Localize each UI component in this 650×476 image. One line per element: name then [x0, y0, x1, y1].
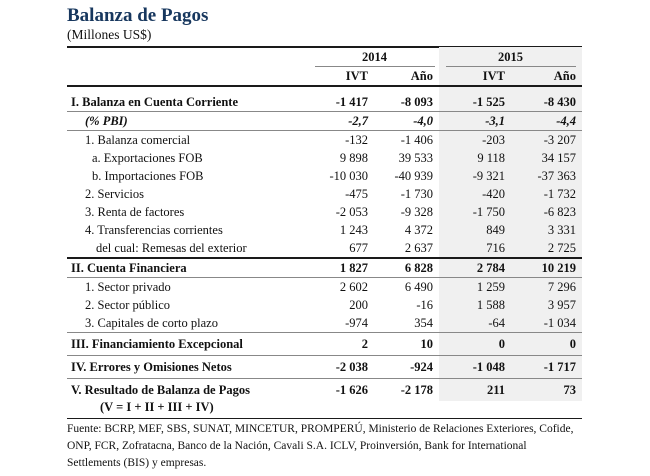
table-row: [67, 112, 582, 131]
year-2014-header: 2014: [315, 48, 435, 67]
table-row: [67, 131, 582, 150]
cell-value: 10: [374, 333, 439, 356]
cell-value: 0: [439, 333, 511, 356]
cell-value: -1 732: [511, 185, 582, 203]
cell-value: 2 784: [439, 258, 511, 278]
cell-value: 4 372: [404, 223, 433, 237]
header-blank-2: [67, 67, 310, 86]
page-subtitle: (Millones US$): [67, 27, 152, 42]
column-header-row: [67, 67, 582, 86]
cell-value: 34 157: [511, 149, 582, 167]
row-label: 4. Transferencias corrientes: [85, 223, 223, 237]
header-blank: [67, 47, 310, 67]
cell-value: 3 957: [511, 296, 582, 314]
cell-value: -6 823: [511, 203, 582, 221]
row-label: 2. Sector público: [85, 298, 171, 312]
formula-note: (V = I + II + III + IV): [100, 400, 214, 414]
column-header: Año: [511, 67, 582, 86]
cell-value: 2: [310, 333, 374, 356]
cell-value: 1 243: [339, 223, 368, 237]
row-label: V. Resultado de Balanza de Pagos: [67, 379, 310, 402]
table-row: [67, 258, 582, 278]
cell-value: -1 034: [511, 314, 582, 333]
cell-value: 9 898: [339, 151, 368, 165]
cell-value: 354: [414, 316, 433, 330]
column-header: IVT: [439, 67, 511, 86]
table-row: [67, 149, 582, 167]
row-label: I. Balanza en Cuenta Corriente: [71, 95, 238, 109]
cell-value: -3,1: [439, 112, 511, 131]
cell-value: -475: [345, 187, 368, 201]
cell-value: 2 637: [404, 241, 433, 255]
row-label: 1. Balanza comercial: [67, 131, 310, 150]
cell-value: -8 430: [511, 93, 582, 112]
table-row: [67, 314, 582, 333]
cell-value: 849: [439, 221, 511, 239]
cell-value: -3 207: [511, 131, 582, 150]
table-row: [67, 379, 582, 402]
row-label: III. Financiamiento Excepcional: [67, 333, 310, 356]
cell-value: 2 725: [511, 239, 582, 258]
row-label: 1. Sector privado: [67, 278, 310, 297]
table-row: [67, 203, 582, 221]
cell-value: 6 828: [374, 258, 439, 278]
spacer-row: [67, 86, 582, 93]
table-row: [67, 239, 582, 258]
cell-value: 677: [349, 241, 368, 255]
cell-value: 1 588: [439, 296, 511, 314]
cell-value: 6 490: [374, 278, 439, 297]
table-row: [67, 93, 582, 112]
cell-value: -1 717: [511, 356, 582, 379]
cell-value: -2 038: [310, 356, 374, 379]
cell-value: -1 417: [335, 95, 368, 109]
table-row: [67, 333, 582, 356]
cell-value: -9 328: [400, 205, 433, 219]
table-row: [67, 296, 582, 314]
cell-value: -4,0: [374, 112, 439, 131]
cell-value: -4,4: [511, 112, 582, 131]
cell-value: -1 730: [400, 187, 433, 201]
balance-table: [67, 47, 582, 401]
row-label: 3. Renta de factores: [85, 205, 185, 219]
cell-value: 39 533: [398, 151, 433, 165]
cell-value: -8 093: [400, 95, 433, 109]
row-label: del cual: Remesas del exterior: [96, 241, 247, 255]
cell-value: 7 296: [511, 278, 582, 297]
cell-value: 0: [511, 333, 582, 356]
column-header: IVT: [310, 67, 374, 86]
row-label: (% PBI): [67, 112, 310, 131]
table-row: [67, 167, 582, 185]
cell-value: -9 321: [439, 167, 511, 185]
row-label: 2. Servicios: [85, 187, 145, 201]
cell-value: 200: [349, 298, 368, 312]
column-header: Año: [374, 67, 439, 86]
table-row: [67, 278, 582, 297]
cell-value: -64: [439, 314, 511, 333]
cell-value: 10 219: [511, 258, 582, 278]
page-title: Balanza de Pagos: [67, 5, 209, 26]
cell-value: -1 626: [310, 379, 374, 402]
cell-value: 3 331: [511, 221, 582, 239]
cell-value: -203: [439, 131, 511, 150]
year-2015-header: 2015: [446, 48, 576, 67]
table-row: [67, 185, 582, 203]
cell-value: -1 525: [439, 93, 511, 112]
cell-value: -16: [416, 298, 433, 312]
cell-value: -1 048: [439, 356, 511, 379]
cell-value: 2 602: [310, 278, 374, 297]
cell-value: -420: [439, 185, 511, 203]
cell-value: 73: [511, 379, 582, 402]
table-row: [67, 356, 582, 379]
cell-value: 1 259: [439, 278, 511, 297]
cell-value: -37 363: [511, 167, 582, 185]
cell-value: 9 118: [439, 149, 511, 167]
cell-value: -40 939: [394, 169, 433, 183]
cell-value: 1 827: [310, 258, 374, 278]
cell-value: -924: [374, 356, 439, 379]
table-row: [67, 221, 582, 239]
row-label: b. Importaciones FOB: [92, 169, 204, 183]
cell-value: 211: [439, 379, 511, 402]
source-footnote: Fuente: BCRP, MEF, SBS, SUNAT, MINCETUR, PROMPERÚ, Ministerio de Relaciones Exteriores, Cofide, ONP, FCR, Zofratacna, Banco de la Nación, Cavali S.A. ICLV, Proinversión, Bank for International Settlements (BIS) y empresas.: [67, 423, 574, 469]
row-label: IV. Errores y Omisiones Netos: [67, 356, 310, 379]
row-label: 3. Capitales de corto plazo: [85, 316, 218, 330]
cell-value: -974: [345, 316, 368, 330]
cell-value: -10 030: [329, 169, 368, 183]
bottom-rule: [67, 418, 582, 419]
cell-value: 716: [439, 239, 511, 258]
cell-value: -2,7: [310, 112, 374, 131]
cell-value: -1 406: [374, 131, 439, 150]
cell-value: -1 750: [439, 203, 511, 221]
cell-value: -132: [310, 131, 374, 150]
cell-value: -2 178: [374, 379, 439, 402]
row-label: II. Cuenta Financiera: [67, 258, 310, 278]
cell-value: -2 053: [335, 205, 368, 219]
row-label: a. Exportaciones FOB: [92, 151, 203, 165]
year-header-row: [67, 47, 582, 67]
